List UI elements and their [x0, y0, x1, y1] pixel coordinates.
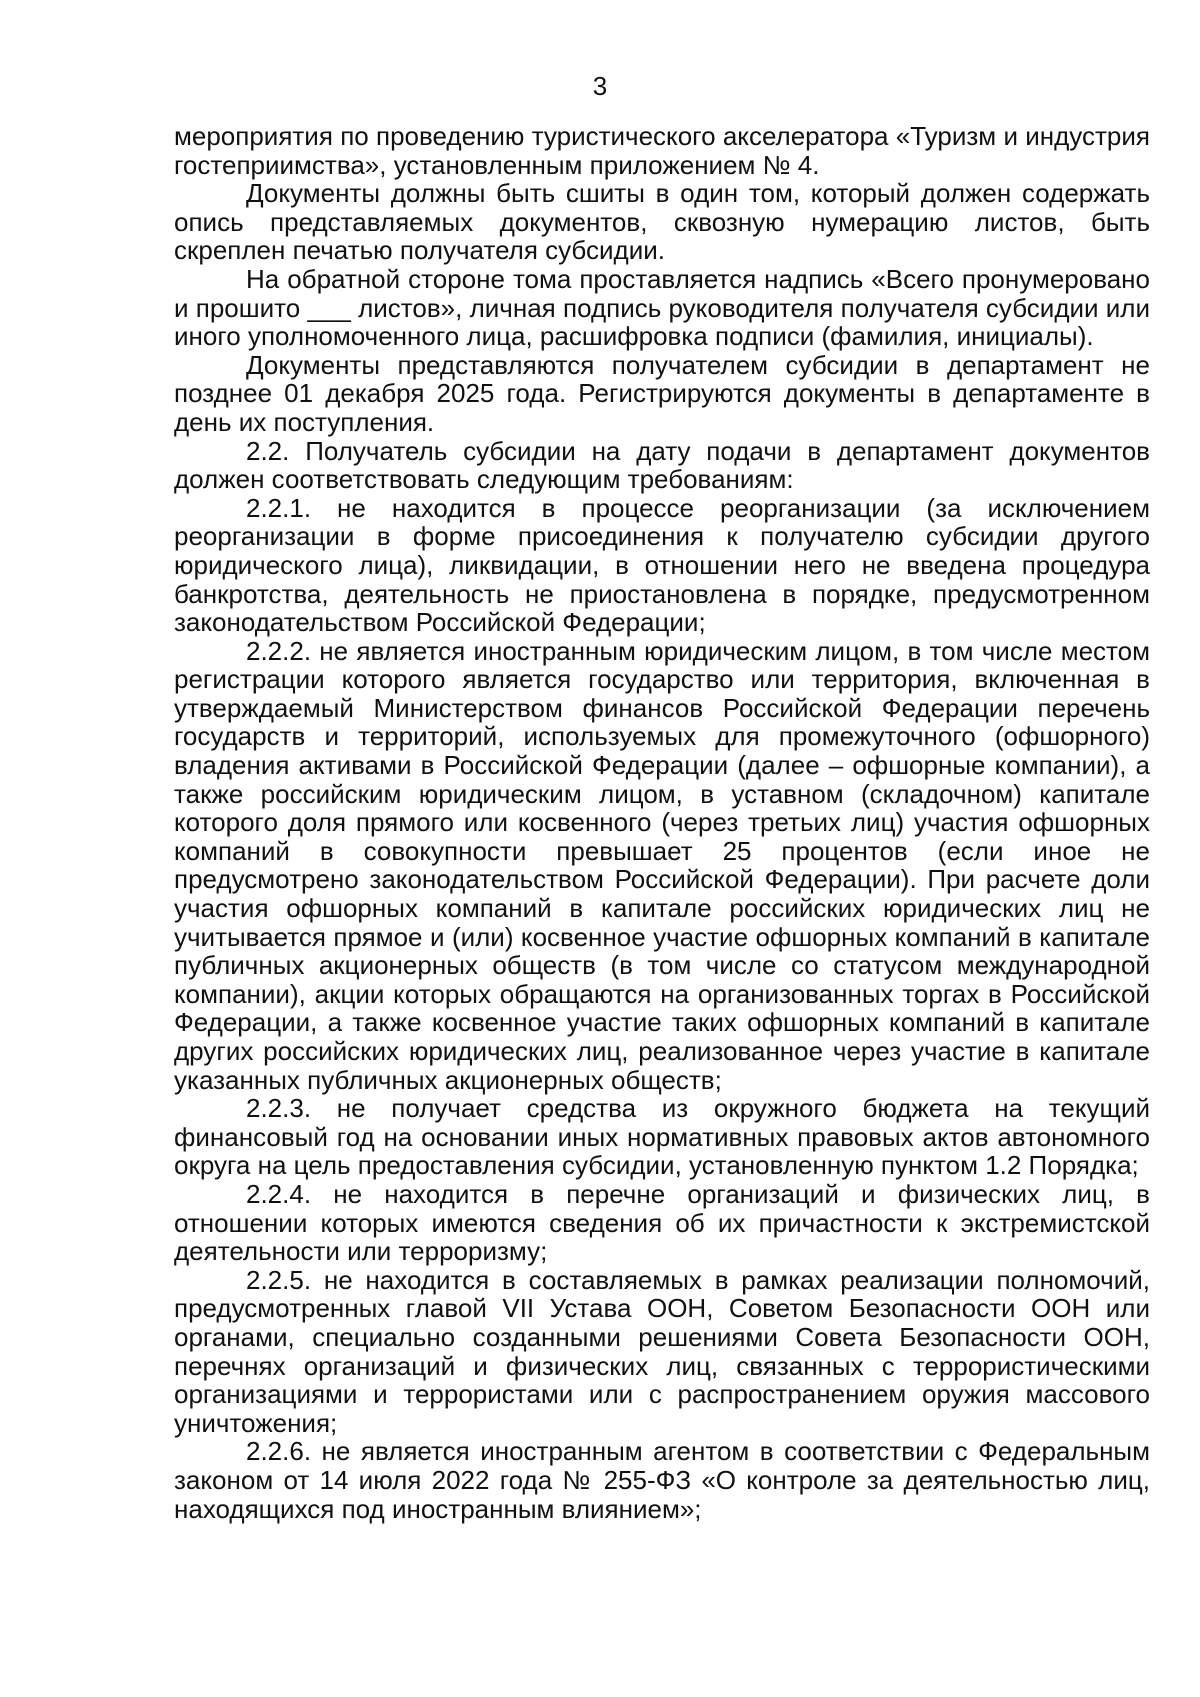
paragraph-continuation: мероприятия по проведению туристического акселератора «Туризм и индустрия гостеприимства», установленным приложением № 4. [174, 121, 1150, 180]
clause-2-2-6: 2.2.6. не является иностранным агентом в соответствии с Федеральным законом от 14 июля 2022 года № 255-ФЗ «О контроле за деятельностью лиц, находящихся под иностранным влиянием»; [174, 1436, 1150, 1524]
paragraph-submission-deadline: Документы представляются получателем субсидии в департамент не позднее 01 декабря 2025 года. Регистрируются документы в департаменте в день их поступления. [174, 349, 1150, 437]
clause-2-2-3: 2.2.3. не получает средства из окружного бюджета на текущий финансовый год на основании иных нормативных правовых актов автономного округа на цель предоставления субсидии, установленную пунктом 1.2 Порядка; [174, 1093, 1150, 1181]
page-number: 3 [592, 71, 608, 101]
paragraph-binding-requirements: Документы должны быть сшиты в один том, который должен содержать опись представляемых документов, сквозную нумерацию листов, быть скреплен печатью получателя субсидии. [174, 178, 1150, 266]
clause-2-2-5: 2.2.5. не находится в составляемых в рамках реализации полномочий, предусмотренных главой VII Устава ООН, Советом Безопасности ООН или органами, специально созданными решениями Совета Безопасности ООН, перечнях организаций и физических лиц, связанных с террористическими организациями и террористами или с распространением оружия массового уничтожения; [174, 1264, 1150, 1438]
paragraph-back-inscription: На обратной стороне тома проставляется надпись «Всего пронумеровано и прошито ___ листов», личная подпись руководителя получателя субсидии или иного уполномоченного лица, расшифровка подписи (фамилия, инициалы). [174, 263, 1150, 352]
clause-2-2: 2.2. Получатель субсидии на дату подачи в департамент документов должен соответствовать следующим требованиям: [174, 435, 1150, 495]
document-body [174, 122, 1150, 1523]
clause-2-2-2: 2.2.2. не является иностранным юридическим лицом, в том числе местом регистрации которого является государство или территория, включенная в утверждаемый Министерством финансов Российской Федерации перечень государств и территорий, используемых для промежуточного (офшорного) владения активами в Российской Федерации (далее – офшорные компании), а также российским юридическим лицом, в уставном (складочном) капитале которого доля прямого или косвенного (через третьих лиц) участия офшорных компаний в совокупности превышает 25 процентов (если иное не предусмотрено законодательством Российской Федерации). При расчете доли участия офшорных компаний в капитале российских юридических лиц не учитывается прямое и (или) косвенное участие офшорных компаний в капитале публичных акционерных обществ (в том числе со статусом международной компании), акции которых обращаются на организованных торгах в Российской Федерации, а также косвенное участие таких офшорных компаний в капитале других российских юридических лиц, реализованное через участие в капитале указанных публичных акционерных обществ; [174, 635, 1150, 1095]
clause-2-2-4: 2.2.4. не находится в перечне организаций и физических лиц, в отношении которых имеются сведения об их причастности к экстремистской деятельности или терроризму; [174, 1178, 1150, 1267]
clause-2-2-1: 2.2.1. не находится в процессе реорганизации (за исключением реорганизации в форме присоединения к получателю субсидии другого юридического лица), ликвидации, в отношении него не введена процедура банкротства, деятельность не приостановлена в порядке, предусмотренном законодательством Российской Федерации; [174, 492, 1150, 638]
